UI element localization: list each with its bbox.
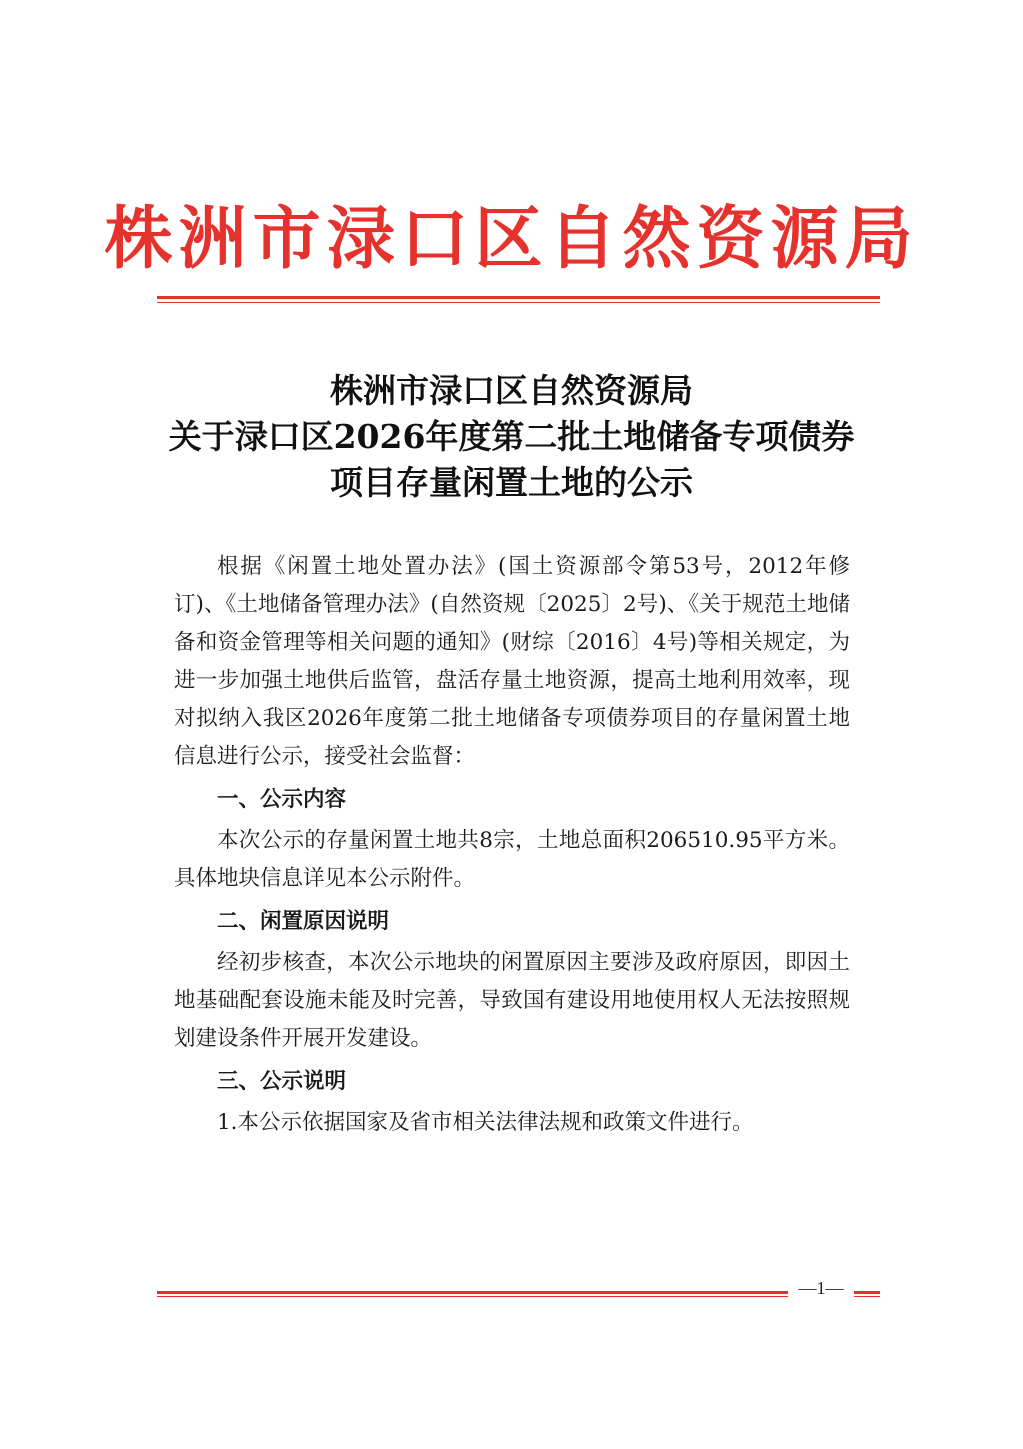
- footer-red-rule: [157, 1291, 880, 1294]
- page-number: —1—: [788, 1276, 854, 1300]
- section-2-heading: 二、闲置原因说明: [217, 909, 390, 934]
- section-3-heading: 三、公示说明: [217, 1069, 347, 1094]
- intro-paragraph: 根据《闲置土地处置办法》(国土资源部令第53号，2012年修订)、《土地储备管理办法》(自然资规〔2025〕2号)、《关于规范土地储备和资金管理等相关问题的通知》(财综〔2016〕4号)等相关规定，为进一步加强土地供后监管，盘活存量土地资源，提高土地利用效率，现对拟纳入我区2026年度第二批土地储备专项债券项目的存量闲置土地信息进行公示，接受社会监督：: [174, 554, 850, 769]
- section-3-item-1: 1.本公示依据国家及省市相关法律法规和政策文件进行。: [217, 1110, 754, 1135]
- footer-red-rule-thin: [157, 1296, 880, 1297]
- agency-masthead: 株洲市渌口区自然资源局: [104, 199, 919, 279]
- document-title: [0, 368, 1023, 506]
- title-line-1: 株洲市渌口区自然资源局: [330, 371, 693, 410]
- header-red-rule: [157, 296, 880, 299]
- header-red-rule-thin: [157, 302, 880, 303]
- title-line-2: 关于渌口区2026年度第二批土地储备专项债券: [168, 417, 855, 456]
- section-1-heading: 一、公示内容: [217, 787, 347, 812]
- document-body: [174, 548, 850, 1142]
- section-1-paragraph: 本次公示的存量闲置土地共8宗，土地总面积206510.95平方米。具体地块信息详见本公示附件。: [174, 828, 850, 891]
- section-2-paragraph: 经初步核查，本次公示地块的闲置原因主要涉及政府原因，即因土地基础配套设施未能及时完善，导致国有建设用地使用权人无法按照规划建设条件开展开发建设。: [174, 950, 850, 1051]
- title-line-3: 项目存量闲置土地的公示: [330, 463, 693, 502]
